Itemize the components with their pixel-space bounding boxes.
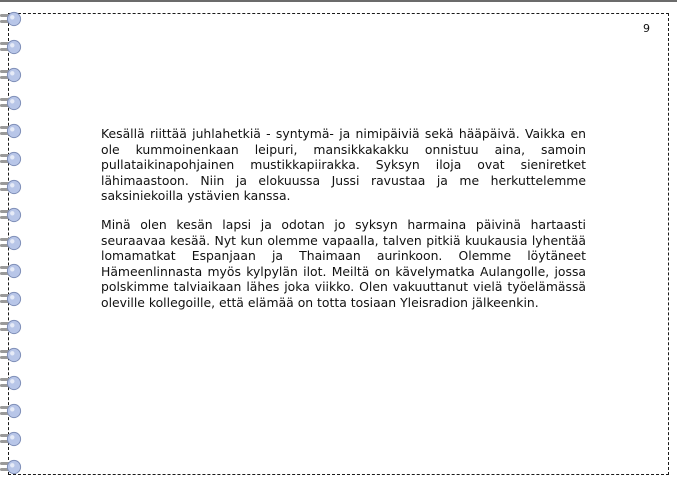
spiral-ring-icon [0,151,24,167]
spiral-ring-icon [0,235,24,251]
spiral-ring-icon [0,375,24,391]
spiral-ring-icon [0,319,24,335]
notebook-page [8,13,669,475]
spiral-ring-icon [0,291,24,307]
spiral-ring-icon [0,459,24,475]
spiral-ring-icon [0,403,24,419]
spiral-ring-icon [0,263,24,279]
spiral-ring-icon [0,431,24,447]
spiral-ring-icon [0,11,24,27]
page-text [101,126,586,324]
spiral-ring-icon [0,39,24,55]
spiral-ring-icon [0,67,24,83]
paragraph-2: Minä olen kesän lapsi ja odotan jo syksyn harmaina päivinä hartaasti seuraavaa kesää. Nyt kun olemme vapaalla, talven pitkiä kuukausia lyhentää lomamatkat Espanjaan ja Thaimaan aurinkoon. Olemme löytäneet Hämeenlinnasta myös kylpylän ilot. Meiltä on kävelymatka Aulangolle, jossa polskimme talviaikaan lähes joka viikko. Olen vakuuttanut vielä työelämässä oleville kollegoille, että elämää on totta tosiaan Yleisradion jälkeenkin. [101,216,586,310]
spiral-ring-icon [0,179,24,195]
spiral-ring-icon [0,207,24,223]
paragraph-1: Kesällä riittää juhlahetkiä - syntymä- ja nimipäiviä sekä hääpäivä. Vaikka en ole kummoinenkaan leipuri, mansikkakakku onnistuu aina, samoin pullataikinapohjainen mustikkapiirakka. Syksyn iloja ovat sieniretket lähimaastoon. Niin ja elokuussa Jussi ravustaa ja me herkuttelemme saksiniekoilla ystävien kanssa. [101,126,586,204]
top-border-line [0,0,677,2]
page-number: 9 [643,22,650,35]
spiral-ring-icon [0,95,24,111]
spiral-ring-icon [0,123,24,139]
spiral-ring-icon [0,347,24,363]
